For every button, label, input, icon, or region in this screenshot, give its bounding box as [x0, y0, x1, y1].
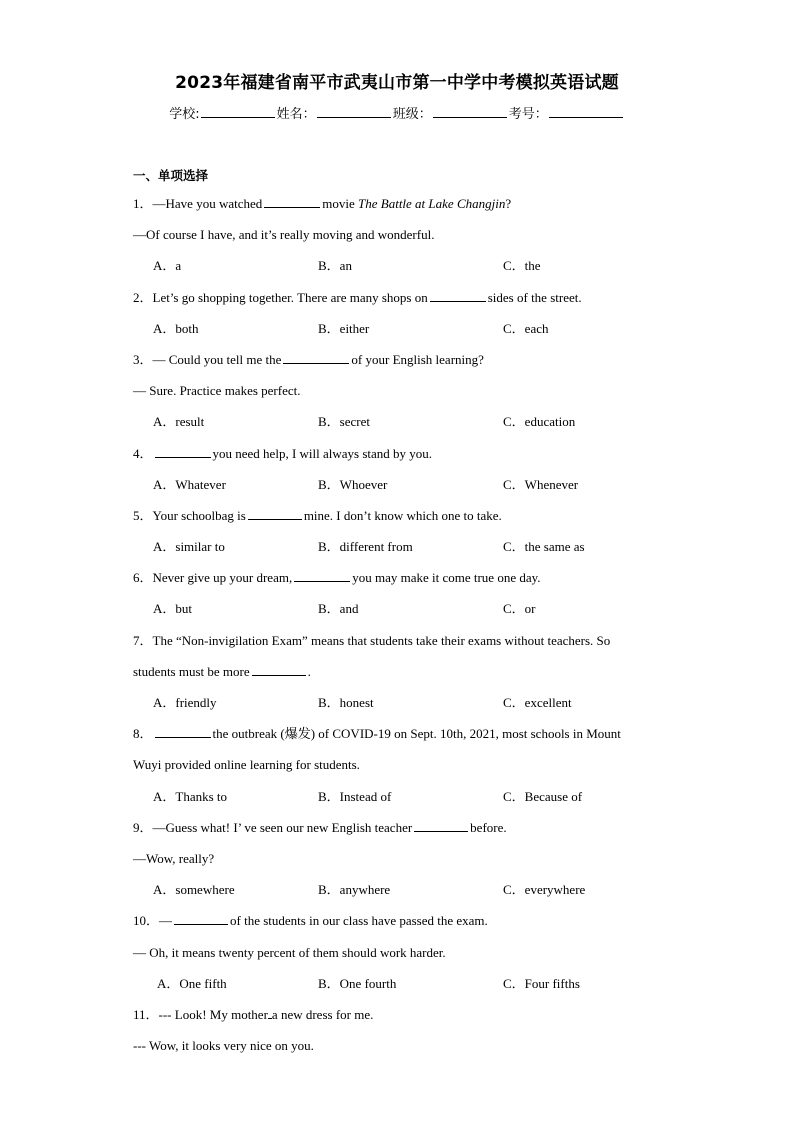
- option-b[interactable]: B．and: [318, 601, 359, 617]
- question-6-options: [133, 593, 663, 624]
- name-field[interactable]: [317, 105, 391, 118]
- school-field[interactable]: [201, 105, 275, 118]
- question-1-text: movie: [322, 196, 355, 211]
- option-c[interactable]: C．excellent: [503, 695, 572, 710]
- answer-blank: [264, 195, 320, 208]
- question-2: [133, 282, 663, 313]
- answer-blank: [294, 569, 350, 582]
- option-c[interactable]: C．Four fifths: [503, 975, 580, 991]
- question-7-cont: [133, 656, 663, 687]
- question-7-options: [133, 687, 663, 718]
- question-8: [133, 718, 663, 749]
- answer-blank: [248, 507, 302, 520]
- question-3-text: 3．— Could you tell me the: [133, 351, 282, 367]
- option-b[interactable]: B．secret: [318, 414, 370, 430]
- question-9-text: 9．—Guess what! I’ ve seen our new English teacher: [133, 819, 413, 835]
- question-1-text: ?: [505, 196, 512, 211]
- question-10-text: of the students in our class have passed the exam.: [230, 913, 488, 929]
- question-3-text: of your English learning?: [351, 351, 484, 367]
- option-a[interactable]: A．similar to: [153, 539, 225, 555]
- question-5-text: 5．Your schoolbag is: [133, 507, 246, 523]
- option-b[interactable]: B．honest: [318, 695, 374, 710]
- question-list: [133, 188, 663, 1061]
- question-6-text: 6．Never give up your dream,: [133, 570, 293, 586]
- option-b[interactable]: B．an: [318, 258, 352, 274]
- question-7-text: .: [307, 663, 311, 679]
- option-c[interactable]: C．the: [503, 258, 541, 274]
- option-c[interactable]: C．Because of: [503, 788, 583, 804]
- option-c[interactable]: C．each: [503, 320, 549, 336]
- answer-blank: [252, 663, 306, 676]
- question-1-text: —Have you watched: [152, 196, 263, 211]
- option-b[interactable]: B．different from: [318, 539, 413, 555]
- option-a[interactable]: A．but: [153, 601, 193, 617]
- question-1: [133, 188, 663, 219]
- question-7-text: students must be more: [133, 663, 250, 679]
- answer-blank: [155, 445, 211, 458]
- question-8-cont: Wuyi provided online learning for students.: [133, 757, 360, 773]
- option-c[interactable]: C．the same as: [503, 539, 585, 555]
- question-7: 7．The “Non-invigilation Exam” means that students take their exams without teachers. So: [133, 632, 611, 648]
- option-a[interactable]: A．somewhere: [153, 882, 235, 898]
- answer-blank: [174, 912, 228, 925]
- question-5: [133, 500, 663, 531]
- option-a[interactable]: A．Whatever: [153, 476, 226, 492]
- option-c[interactable]: C．or: [503, 601, 536, 617]
- question-9-options: [133, 874, 663, 905]
- option-c[interactable]: C．education: [503, 414, 576, 430]
- question-9-reply: —Wow, really?: [133, 850, 215, 866]
- exam-number-field[interactable]: [549, 105, 623, 118]
- exam-number-label: 考号：: [508, 107, 548, 122]
- question-5-text: mine. I don’t know which one to take.: [303, 507, 502, 523]
- question-2-text: 2．Let’s go shopping together. There are many shops on: [133, 289, 428, 305]
- question-9-text: before.: [470, 819, 507, 835]
- student-info-line: [0, 103, 794, 122]
- question-3: [133, 344, 663, 375]
- question-10-text: 10．—: [133, 913, 173, 929]
- question-10: [133, 905, 663, 936]
- answer-blank: [283, 351, 349, 364]
- question-6: [133, 562, 663, 593]
- option-a[interactable]: A．result: [153, 414, 205, 430]
- option-b[interactable]: B．Instead of: [318, 788, 392, 804]
- question-3-options: [133, 406, 663, 437]
- option-a[interactable]: A．a: [153, 258, 182, 274]
- answer-blank: [155, 725, 211, 738]
- question-11-reply: --- Wow, it looks very nice on you.: [133, 1038, 314, 1054]
- question-4: [133, 438, 663, 469]
- question-8-text: the outbreak (爆发) of COVID-19 on Sept. 10th, 2021, most schools in Mount: [212, 726, 621, 742]
- question-10-reply: — Oh, it means twenty percent of them should work harder.: [133, 944, 446, 960]
- answer-blank: [414, 819, 468, 832]
- name-label: 姓名：: [276, 107, 316, 122]
- question-4-text: you need help, I will always stand by you.: [212, 445, 433, 461]
- option-b[interactable]: B．anywhere: [318, 882, 391, 898]
- option-b[interactable]: B．One fourth: [318, 975, 397, 991]
- question-1-reply: —Of course I have, and it’s really moving and wonderful.: [133, 227, 435, 243]
- question-4-options: [133, 469, 663, 500]
- question-2-options: [133, 313, 663, 344]
- question-11-text: 11．--- Look! My mother: [133, 1006, 268, 1022]
- option-c[interactable]: C．Whenever: [503, 476, 579, 492]
- option-a[interactable]: A．friendly: [153, 695, 217, 710]
- question-1-number: 1．: [133, 196, 153, 211]
- option-c[interactable]: C．everywhere: [503, 882, 586, 898]
- question-8-number: 8．: [133, 726, 153, 742]
- school-label: 学校:: [169, 107, 200, 122]
- option-a[interactable]: A．both: [153, 320, 199, 336]
- question-8-options: [133, 781, 663, 812]
- class-label: 班级：: [392, 107, 432, 122]
- question-9: [133, 812, 663, 843]
- question-11-text: a new dress for me.: [271, 1006, 374, 1022]
- class-field[interactable]: [433, 105, 507, 118]
- movie-title: The Battle at Lake Changjin: [358, 196, 506, 211]
- question-2-text: sides of the street.: [487, 289, 582, 305]
- option-a[interactable]: A．Thanks to: [153, 788, 228, 804]
- question-3-reply: — Sure. Practice makes perfect.: [133, 383, 301, 399]
- section-heading: 一、单项选择: [133, 168, 209, 183]
- question-4-number: 4．: [133, 445, 153, 461]
- page-title: 2023年福建省南平市武夷山市第一中学中考模拟英语试题: [175, 73, 619, 93]
- question-6-text: you may make it come true one day.: [352, 570, 541, 586]
- question-10-options: [133, 968, 663, 999]
- option-a[interactable]: A．One fifth: [157, 975, 227, 991]
- option-b[interactable]: B．either: [318, 320, 370, 336]
- answer-blank: [430, 289, 486, 302]
- question-11: [133, 999, 663, 1030]
- question-1-options: [133, 250, 663, 281]
- option-b[interactable]: B．Whoever: [318, 476, 388, 492]
- question-5-options: [133, 531, 663, 562]
